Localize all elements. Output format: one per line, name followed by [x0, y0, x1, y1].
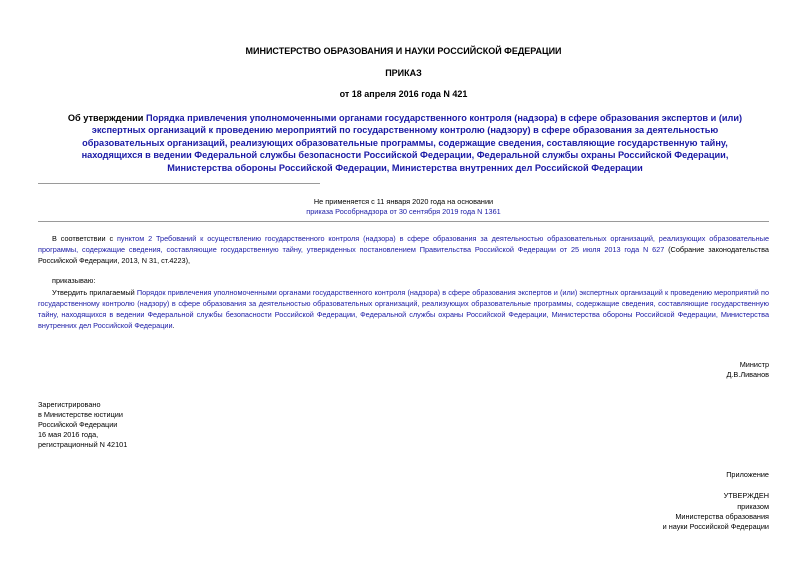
- registration-line-3: Российской Федерации: [38, 420, 118, 429]
- paragraph-approve: [38, 287, 769, 331]
- appendix-label: Приложение: [726, 470, 769, 479]
- separator-long: [38, 221, 769, 222]
- paragraph-basis: [38, 233, 769, 266]
- signature-name: Д.В.Ливанов: [726, 370, 769, 379]
- notice-line: Не применяется с 11 января 2020 года на основании: [313, 197, 494, 206]
- document-type: ПРИКАЗ: [385, 68, 422, 78]
- notice-link[interactable]: приказа Рособрнадзора от 30 сентября 2019 года N 1361: [306, 207, 501, 216]
- title-order-link[interactable]: Порядка привлечения уполномоченными органами государственного контроля (надзора) в сфере образования экспертов и (или) экспертных организаций к проведению мероприятий по государственному контролю (надзору) в сфере образования за деятельностью образовательных организаций, реализующих образовательные программы, содержащие сведения, составляющие государственную тайну, находящихся в ведении Федеральной службы безопасности Российской Федерации, Федеральной службы охраны Российской Федерации, Министерства обороны Российской Федерации, Министерства внутренних дел Российской Федерации: [81, 113, 743, 173]
- title-prefix: Об утверждении: [67, 113, 146, 123]
- registration-line-5: регистрационный N 42101: [38, 440, 128, 449]
- p1-prefix: В соответствии с: [52, 234, 117, 243]
- p2-procedure-link[interactable]: Порядок привлечения уполномоченными органами государственного контроля (надзора) в сфере образования экспертов и (или) экспертных организаций к проведению мероприятий по государственному контролю (надзору) в сфере образования за деятельностью образовательных организаций, реализующих образовательные программы, содержащие сведения, составляющие государственную тайну, находящихся в ведении Федеральной службы безопасности Российской Федерации, Федеральной службы охраны Российской Федерации, Министерства обороны Российской Федерации, Министерства внутренних дел Российской Федерации: [38, 288, 770, 330]
- document-date-number: от 18 апреля 2016 года N 421: [339, 89, 468, 99]
- appendix-line-1: приказом: [737, 502, 769, 511]
- appendix-line-2: Министерства образования: [675, 512, 769, 521]
- separator-short: [38, 183, 320, 184]
- p1-requirements-link[interactable]: пунктом 2 Требований к осуществлению государственного контроля (надзора) в сфере образования за деятельностью образовательных организаций, реализующих образовательные программы, содержащие сведения, составляющие государственную тайну, утвержденных постановлением Правительства Российской Федерации от 25 июля 2013 года N 627: [38, 234, 769, 254]
- appendix-approved: УТВЕРЖДЕН: [723, 491, 769, 500]
- p2-suffix: .: [172, 321, 175, 330]
- p2-prefix: Утвердить прилагаемый: [52, 288, 137, 297]
- orders-word: приказываю:: [52, 276, 96, 285]
- registration-line-4: 16 мая 2016 года,: [38, 430, 99, 439]
- appendix-line-3: и науки Российской Федерации: [662, 522, 769, 531]
- ministry-heading: МИНИСТЕРСТВО ОБРАЗОВАНИЯ И НАУКИ РОССИЙСКОЙ ФЕДЕРАЦИИ: [245, 46, 562, 56]
- document-title: [60, 112, 750, 174]
- signature-position: Министр: [739, 360, 769, 369]
- registration-line-1: Зарегистрировано: [38, 400, 101, 409]
- registration-line-2: в Министерстве юстиции: [38, 410, 123, 419]
- p1-suffix: (Собрание законодательства Российской Федерации, 2013, N 31, ст.4223),: [38, 245, 769, 265]
